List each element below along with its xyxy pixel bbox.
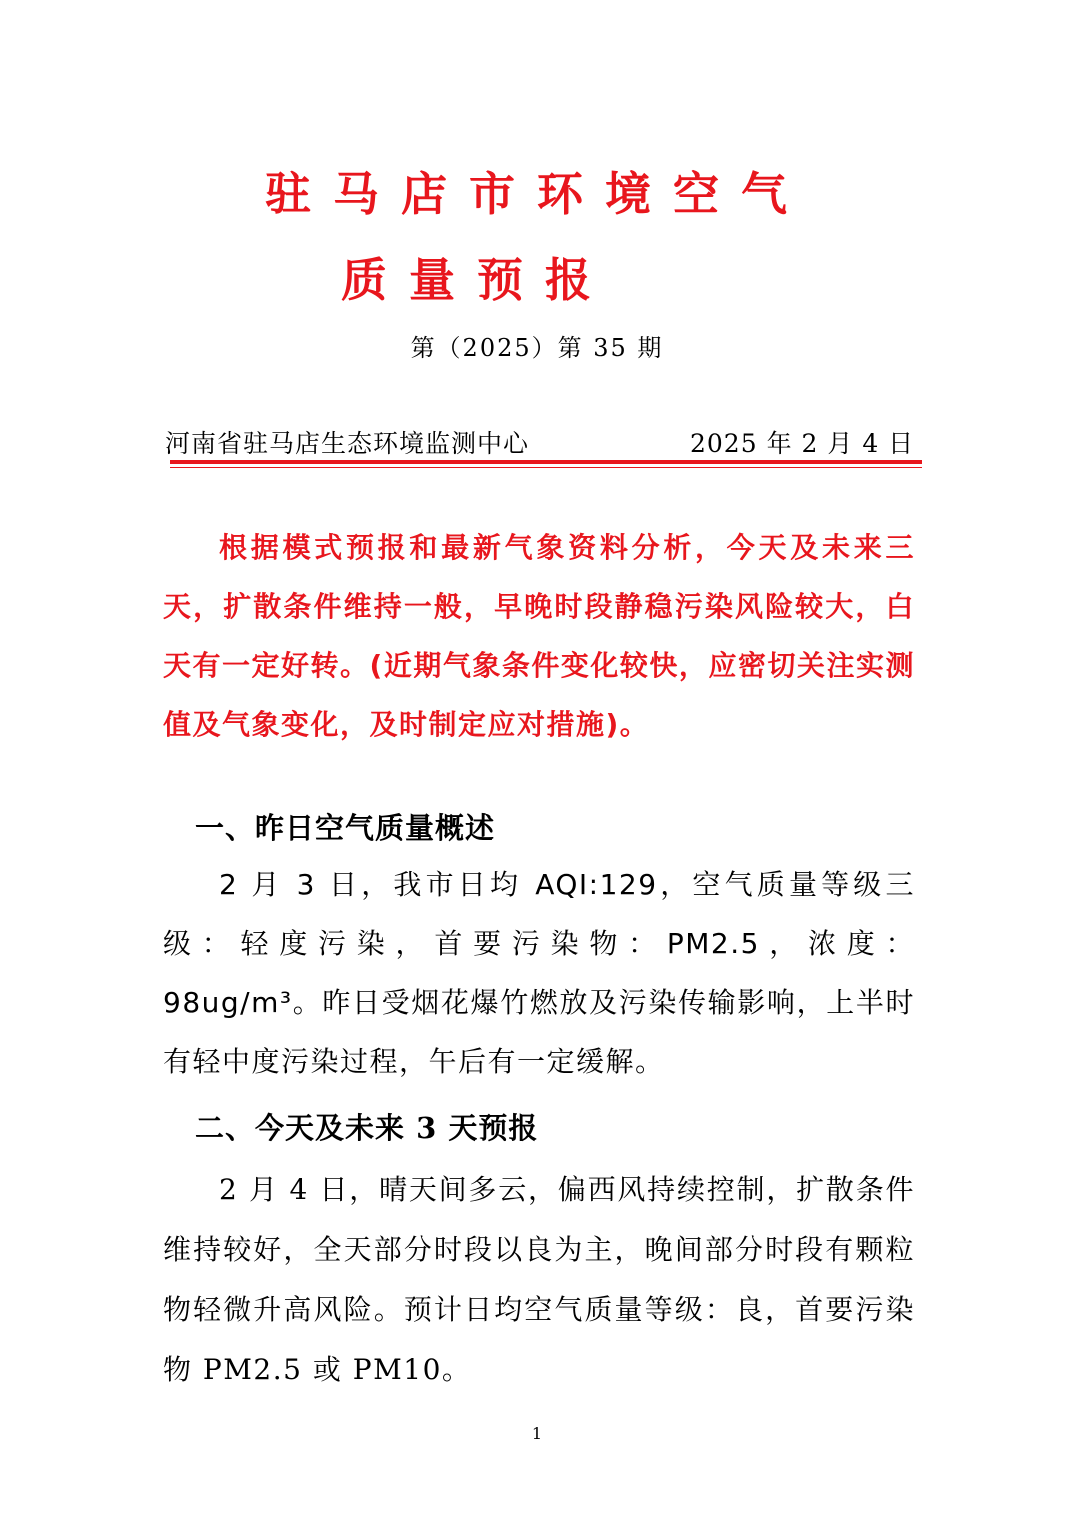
report-title-line1: 驻马店市环境空气 [265,167,809,221]
publish-date: 2025 年 2 月 4 日 [690,429,915,458]
section2-heading: 二、今天及未来 3 天预报 [195,1111,539,1145]
section2-body: 2 月 4 日，晴天间多云，偏西风持续控制，扩散条件维持较好，全天部分时段以良为主，晚间部分时段有颗粒物轻微升高风险。预计日均空气质量等级：良，首要污染物 PM2.5 或 PM10。 [163,1173,915,1386]
section1-body: 2 月 3 日，我市日均 AQI:129，空气质量等级三级：轻度污染，首要污染物：PM2.5，浓度：98ug/m³。昨日受烟花爆竹燃放及污染传输影响，上半时有轻中度污染过程，午后有一定缓解。 [163,868,915,1078]
issue-number: 第（2025）第 35 期 [410,334,664,362]
header-divider-thick [170,460,922,464]
header-divider-thin [170,467,922,468]
publisher-organization: 河南省驻马店生态环境监测中心 [165,429,530,458]
report-title-line2: 质量预报 [341,253,613,307]
page-number: 1 [531,1424,543,1443]
section1-heading: 一、昨日空气质量概述 [195,811,496,845]
forecast-summary: 根据模式预报和最新气象资料分析，今天及未来三天，扩散条件维持一般，早晚时段静稳污染风险较大，白天有一定好转。(近期气象条件变化较快，应密切关注实测值及气象变化，及时制定应对措施)。 [163,531,915,741]
